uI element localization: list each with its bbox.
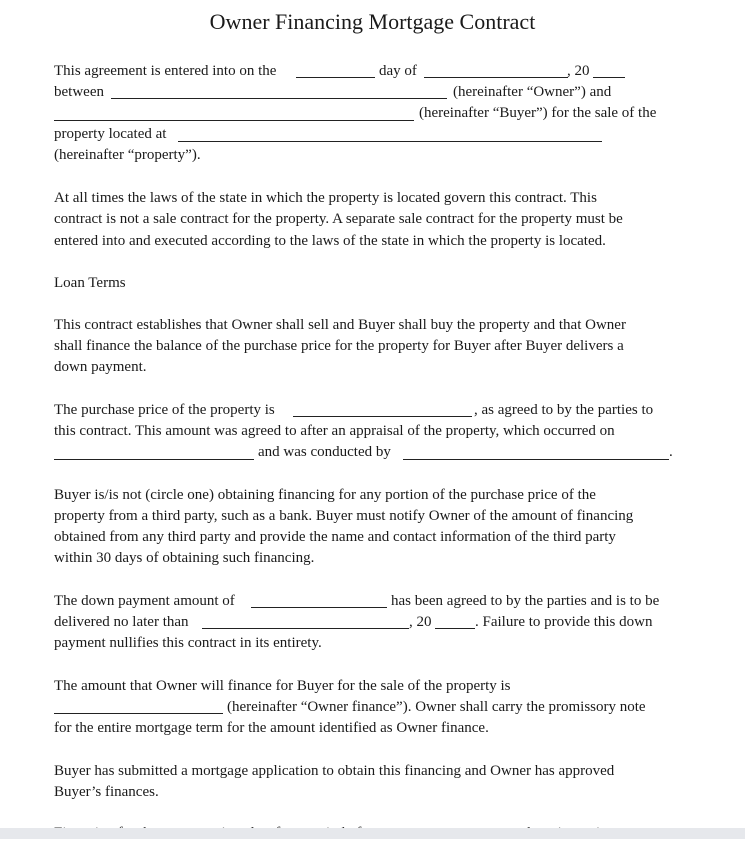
buyer-financing-paragraph: within 30 days of obtaining such financing. bbox=[54, 550, 315, 566]
intro-text: (hereinafter “property”). bbox=[54, 147, 201, 163]
page-title: Owner Financing Mortgage Contract bbox=[209, 9, 536, 34]
purchase-price-blank[interactable] bbox=[293, 416, 472, 417]
intro-text: between bbox=[54, 84, 104, 100]
down-payment-paragraph: has been agreed to by the parties and is to be bbox=[391, 593, 660, 609]
date-month-blank[interactable] bbox=[424, 77, 568, 78]
laws-paragraph: At all times the laws of the state in which the property is located govern this contract. This bbox=[54, 190, 597, 206]
down-payment-paragraph: , 20 bbox=[409, 614, 432, 630]
intro-text: This agreement is entered into on the bbox=[54, 63, 277, 79]
appraisal-date-blank[interactable] bbox=[54, 459, 254, 460]
application-paragraph: Buyer’s finances. bbox=[54, 784, 159, 800]
owner-finance-paragraph: for the entire mortgage term for the amount identified as Owner finance. bbox=[54, 720, 489, 736]
page-bottom-edge bbox=[0, 828, 745, 839]
purchase-paragraph: and was conducted by bbox=[258, 444, 391, 460]
buyer-financing-paragraph: Buyer is/is not (circle one) obtaining financing for any portion of the purchase price of the bbox=[54, 487, 596, 503]
intro-text: (hereinafter “Owner”) and bbox=[453, 84, 612, 100]
intro-text: (hereinafter “Buyer”) for the sale of the bbox=[419, 105, 657, 121]
date-day-blank[interactable] bbox=[296, 77, 375, 78]
delivery-year-blank[interactable] bbox=[435, 628, 475, 629]
purchase-paragraph: this contract. This amount was agreed to after an appraisal of the property, which occurred on bbox=[54, 423, 615, 439]
owner-finance-amount-blank[interactable] bbox=[54, 713, 223, 714]
section-heading: Loan Terms bbox=[54, 275, 126, 291]
buyer-financing-paragraph: property from a third party, such as a bank. Buyer must notify Owner of the amount of financing bbox=[54, 508, 634, 524]
owner-finance-paragraph: The amount that Owner will finance for Buyer for the sale of the property is bbox=[54, 678, 511, 694]
intro-text: , 20 bbox=[567, 63, 590, 79]
buyer-name-blank[interactable] bbox=[54, 120, 414, 121]
down-payment-amount-blank[interactable] bbox=[251, 607, 387, 608]
purchase-paragraph: . bbox=[669, 444, 673, 460]
buyer-financing-paragraph: obtained from any third party and provide the name and contact information of the third party bbox=[54, 529, 616, 545]
laws-paragraph: entered into and executed according to the laws of the state in which the property is located. bbox=[54, 233, 606, 249]
laws-paragraph: contract is not a sale contract for the property. A separate sale contract for the property must be bbox=[54, 211, 623, 227]
down-payment-paragraph: The down payment amount of bbox=[54, 593, 235, 609]
intro-text: day of bbox=[379, 63, 417, 79]
purchase-paragraph: The purchase price of the property is bbox=[54, 402, 275, 418]
establishes-paragraph: down payment. bbox=[54, 359, 147, 375]
down-payment-paragraph: . Failure to provide this down bbox=[475, 614, 653, 630]
purchase-paragraph: , as agreed to by the parties to bbox=[474, 402, 654, 418]
appraiser-blank[interactable] bbox=[403, 459, 669, 460]
delivery-date-blank[interactable] bbox=[202, 628, 409, 629]
owner-finance-paragraph: (hereinafter “Owner finance”). Owner shall carry the promissory note bbox=[227, 699, 646, 715]
intro-text: property located at bbox=[54, 126, 167, 142]
down-payment-paragraph: payment nullifies this contract in its entirety. bbox=[54, 635, 322, 651]
establishes-paragraph: This contract establishes that Owner shall sell and Buyer shall buy the property and that Owner bbox=[54, 317, 626, 333]
date-year-blank[interactable] bbox=[593, 77, 625, 78]
owner-name-blank[interactable] bbox=[111, 98, 447, 99]
establishes-paragraph: shall finance the balance of the purchase price for the property for Buyer after Buyer delivers a bbox=[54, 338, 624, 354]
property-address-blank[interactable] bbox=[178, 141, 602, 142]
application-paragraph: Buyer has submitted a mortgage application to obtain this financing and Owner has approved bbox=[54, 763, 615, 779]
down-payment-paragraph: delivered no later than bbox=[54, 614, 189, 630]
